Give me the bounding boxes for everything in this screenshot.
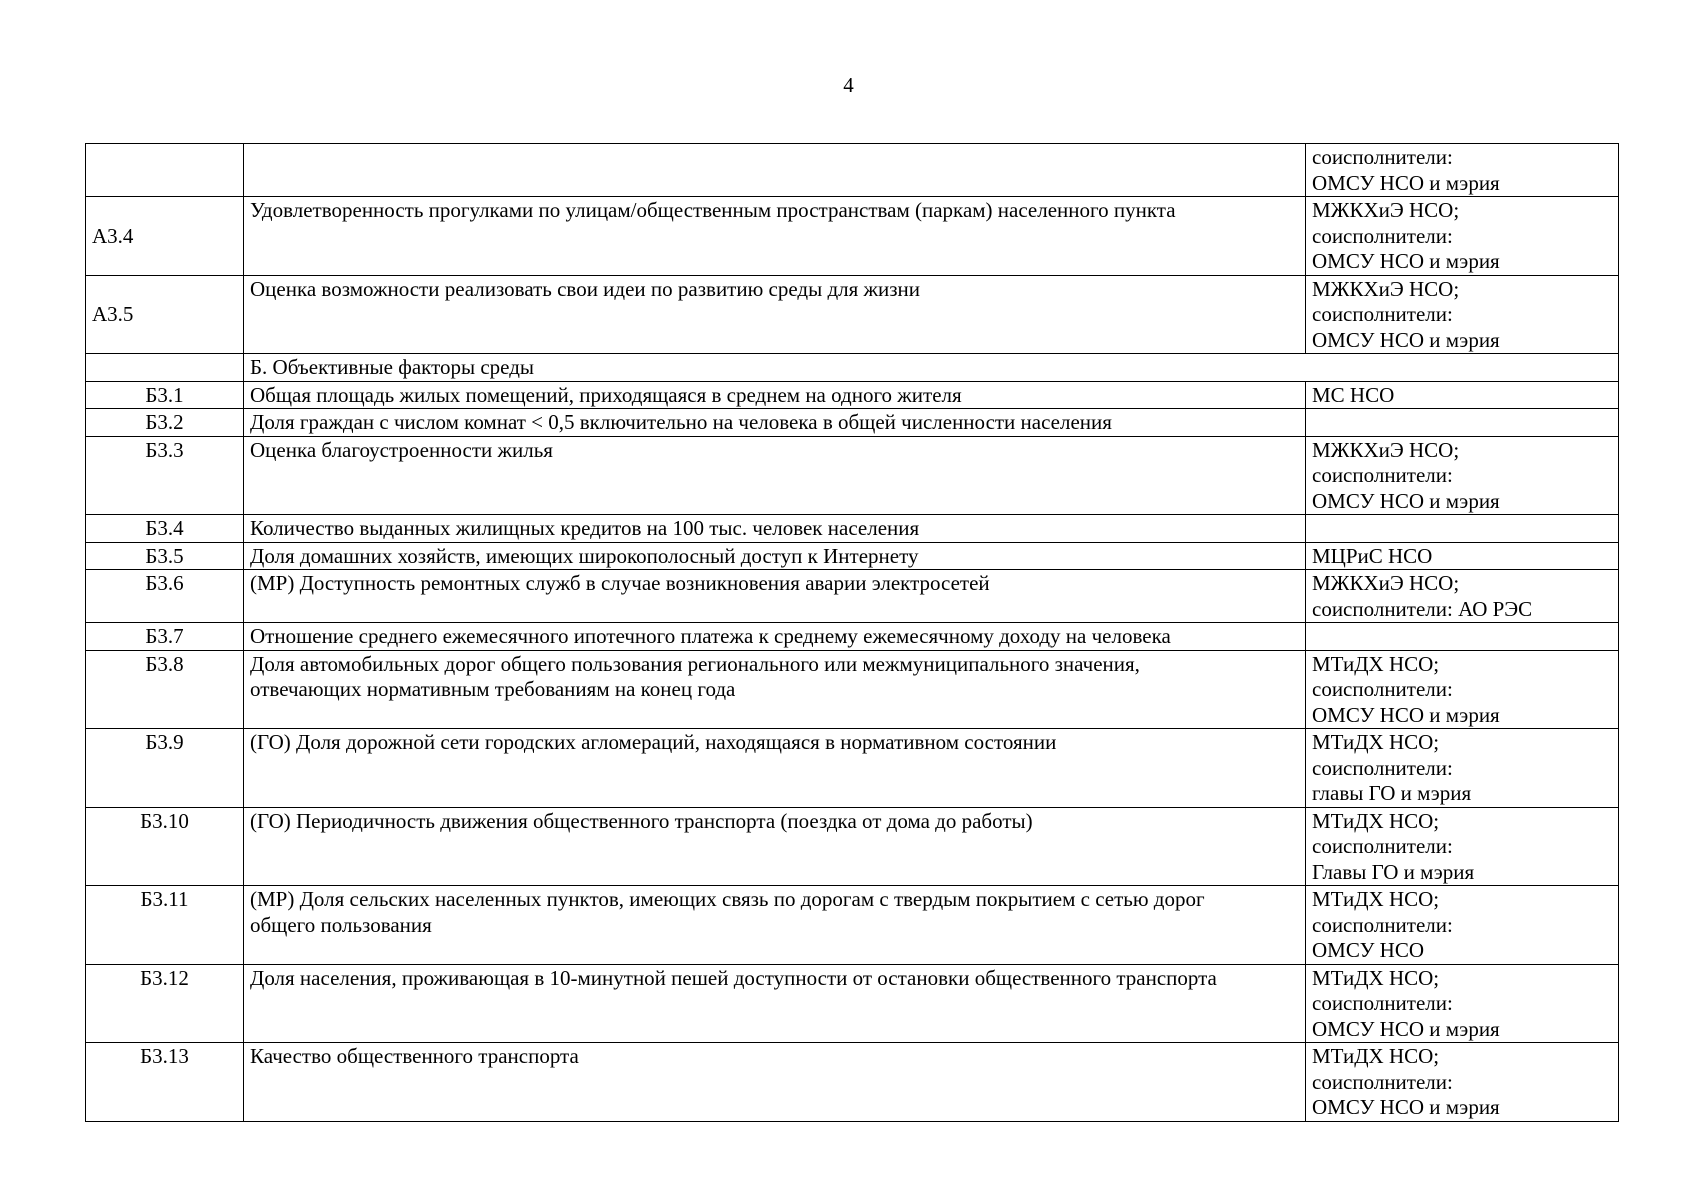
responsible-line: главы ГО и мэрия — [1312, 781, 1472, 805]
responsible-line: ОМСУ НСО и мэрия — [1312, 249, 1500, 273]
description-line: Доля домашних хозяйств, имеющих широкополосный доступ к Интернету — [250, 543, 919, 568]
responsible-executors — [1306, 570, 1619, 623]
description-line: Удовлетворенность прогулками по улицам/общественным пространствам (паркам) населенного пункта — [250, 198, 1176, 222]
table-row — [86, 1043, 1619, 1122]
responsible-line: соисполнители: — [1312, 912, 1453, 937]
indicator-description — [244, 729, 1306, 808]
description-line: Доля автомобильных дорог общего пользования регионального или межмуниципального значения, — [250, 651, 1140, 676]
responsible-line: соисполнители: — [1312, 834, 1453, 858]
description-line: Количество выданных жилищных кредитов на 100 тыс. человек населения — [250, 516, 920, 540]
responsible-line: МТиДХ НСО; — [1312, 965, 1440, 990]
table-row — [86, 623, 1619, 651]
indicator-code: Б3.9 — [86, 729, 244, 808]
responsible-line — [1312, 410, 1612, 436]
table-row — [86, 650, 1619, 729]
responsible-line: ОМСУ НСО и мэрия — [1312, 327, 1500, 352]
indicator-code: Б3.1 — [86, 381, 244, 409]
indicator-code — [86, 144, 244, 197]
responsible-line: ОМСУ НСО — [1312, 938, 1425, 962]
responsible-line — [1312, 516, 1612, 542]
table-body — [86, 144, 1619, 1122]
table-row — [86, 197, 1619, 276]
table-row — [86, 570, 1619, 623]
table-row — [86, 886, 1619, 965]
responsible-line: МТиДХ НСО; — [1312, 1044, 1440, 1068]
responsible-line: соисполнители: — [1312, 463, 1453, 487]
indicator-code: Б3.4 — [86, 515, 244, 543]
responsible-line: ОМСУ НСО и мэрия — [1312, 1016, 1500, 1041]
description-line: Доля населения, проживающая в 10-минутной пешей доступности от остановки общественного транспорта — [250, 965, 1217, 990]
description-line: (МР) Доступность ремонтных служб в случае возникновения аварии электросетей — [250, 571, 990, 595]
description-line: Отношение среднего ежемесячного ипотечного платежа к среднему ежемесячному доходу на человека — [250, 624, 1171, 648]
responsible-executors — [1306, 409, 1619, 437]
responsible-line: МТиДХ НСО; — [1312, 808, 1440, 833]
responsible-line: ОМСУ НСО и мэрия — [1312, 170, 1500, 195]
table-row — [86, 275, 1619, 354]
indicator-description — [244, 275, 1306, 354]
indicator-description — [244, 650, 1306, 729]
responsible-executors — [1306, 542, 1619, 570]
indicator-description — [244, 570, 1306, 623]
responsible-executors — [1306, 650, 1619, 729]
responsible-executors — [1306, 807, 1619, 886]
description-line: Оценка возможности реализовать свои идеи по развитию среды для жизни — [250, 276, 921, 301]
description-line: (ГО) Доля дорожной сети городских агломераций, находящаяся в нормативном состоянии — [250, 730, 1057, 754]
responsible-line: соисполнители: АО РЭС — [1312, 596, 1533, 621]
responsible-line: МТиДХ НСО; — [1312, 651, 1440, 676]
responsible-executors — [1306, 623, 1619, 651]
responsible-line: соисполнители: — [1312, 677, 1453, 701]
table-row — [86, 354, 1619, 382]
description-line: Доля граждан с числом комнат < 0,5 включительно на человека в общей численности населения — [250, 410, 1112, 434]
responsible-line: Главы ГО и мэрия — [1312, 859, 1475, 884]
indicator-description — [244, 144, 1306, 197]
indicator-code: Б3.11 — [86, 886, 244, 965]
responsible-line: соисполнители: — [1312, 223, 1453, 248]
indicator-description — [244, 197, 1306, 276]
description-line: Качество общественного транспорта — [250, 1044, 579, 1068]
indicator-code: Б3.5 — [86, 542, 244, 570]
indicator-code: Б3.10 — [86, 807, 244, 886]
description-line: общего пользования — [250, 912, 432, 937]
indicators-table — [85, 143, 1619, 1122]
responsible-executors — [1306, 197, 1619, 276]
indicator-description — [244, 623, 1306, 651]
responsible-line: МЖКХиЭ НСО; — [1312, 437, 1460, 462]
responsible-executors — [1306, 381, 1619, 409]
indicator-code: Б3.13 — [86, 1043, 244, 1122]
responsible-line: соисполнители: — [1312, 1069, 1453, 1094]
indicator-code: Б3.8 — [86, 650, 244, 729]
responsible-line: соисполнители: — [1312, 991, 1453, 1015]
responsible-line: ОМСУ НСО и мэрия — [1312, 488, 1500, 513]
responsible-line: соисполнители: — [1312, 755, 1453, 780]
indicator-code: А3.4 — [86, 197, 244, 276]
indicator-description — [244, 409, 1306, 437]
responsible-line: МТиДХ НСО; — [1312, 887, 1440, 911]
responsible-executors — [1306, 729, 1619, 808]
responsible-line: ОМСУ НСО и мэрия — [1312, 1095, 1500, 1119]
responsible-line: МТиДХ НСО; — [1312, 730, 1440, 754]
table-row — [86, 807, 1619, 886]
indicator-code: Б3.12 — [86, 964, 244, 1043]
table-row — [86, 409, 1619, 437]
responsible-line: МС НСО — [1312, 382, 1395, 407]
table-row — [86, 144, 1619, 197]
description-line: отвечающих нормативным требованиям на конец года — [250, 677, 736, 701]
responsible-line: ОМСУ НСО и мэрия — [1312, 702, 1500, 727]
responsible-executors — [1306, 886, 1619, 965]
responsible-executors — [1306, 275, 1619, 354]
table-row — [86, 515, 1619, 543]
responsible-line: МЖКХиЭ НСО; — [1312, 276, 1460, 301]
responsible-executors — [1306, 1043, 1619, 1122]
indicator-code: Б3.7 — [86, 623, 244, 651]
indicator-code: А3.5 — [86, 275, 244, 354]
description-line: (ГО) Периодичность движения общественного транспорта (поездка от дома до работы) — [250, 808, 1033, 833]
indicator-code: Б3.3 — [86, 436, 244, 515]
responsible-line: МЖКХиЭ НСО; — [1312, 198, 1460, 222]
responsible-line: соисполнители: — [1312, 302, 1453, 326]
responsible-executors — [1306, 515, 1619, 543]
indicator-code — [86, 354, 244, 382]
indicator-description — [244, 1043, 1306, 1122]
responsible-executors — [1306, 144, 1619, 197]
indicator-code: Б3.2 — [86, 409, 244, 437]
indicator-description — [244, 381, 1306, 409]
indicator-description — [244, 542, 1306, 570]
description-line — [250, 145, 1299, 171]
indicator-description — [244, 964, 1306, 1043]
indicator-description — [244, 515, 1306, 543]
description-line: Общая площадь жилых помещений, приходящаяся в среднем на одного жителя — [250, 382, 962, 407]
table-row — [86, 964, 1619, 1043]
description-line: Оценка благоустроенности жилья — [250, 437, 553, 462]
table-row — [86, 729, 1619, 808]
indicator-description — [244, 807, 1306, 886]
description-line: (МР) Доля сельских населенных пунктов, имеющих связь по дорогам с твердым покрытием с сетью дорог — [250, 887, 1205, 911]
table-row — [86, 381, 1619, 409]
responsible-line: МЦРиС НСО — [1312, 543, 1433, 568]
responsible-line: МЖКХиЭ НСО; — [1312, 571, 1460, 595]
responsible-line — [1312, 624, 1612, 650]
table-row — [86, 436, 1619, 515]
responsible-executors — [1306, 964, 1619, 1043]
table-row — [86, 542, 1619, 570]
indicator-description — [244, 886, 1306, 965]
indicator-description — [244, 436, 1306, 515]
page-number: 4 — [843, 73, 854, 97]
responsible-line: соисполнители: — [1312, 145, 1453, 169]
responsible-executors — [1306, 436, 1619, 515]
section-heading: Б. Объективные факторы среды — [244, 354, 1619, 382]
indicator-code: Б3.6 — [86, 570, 244, 623]
